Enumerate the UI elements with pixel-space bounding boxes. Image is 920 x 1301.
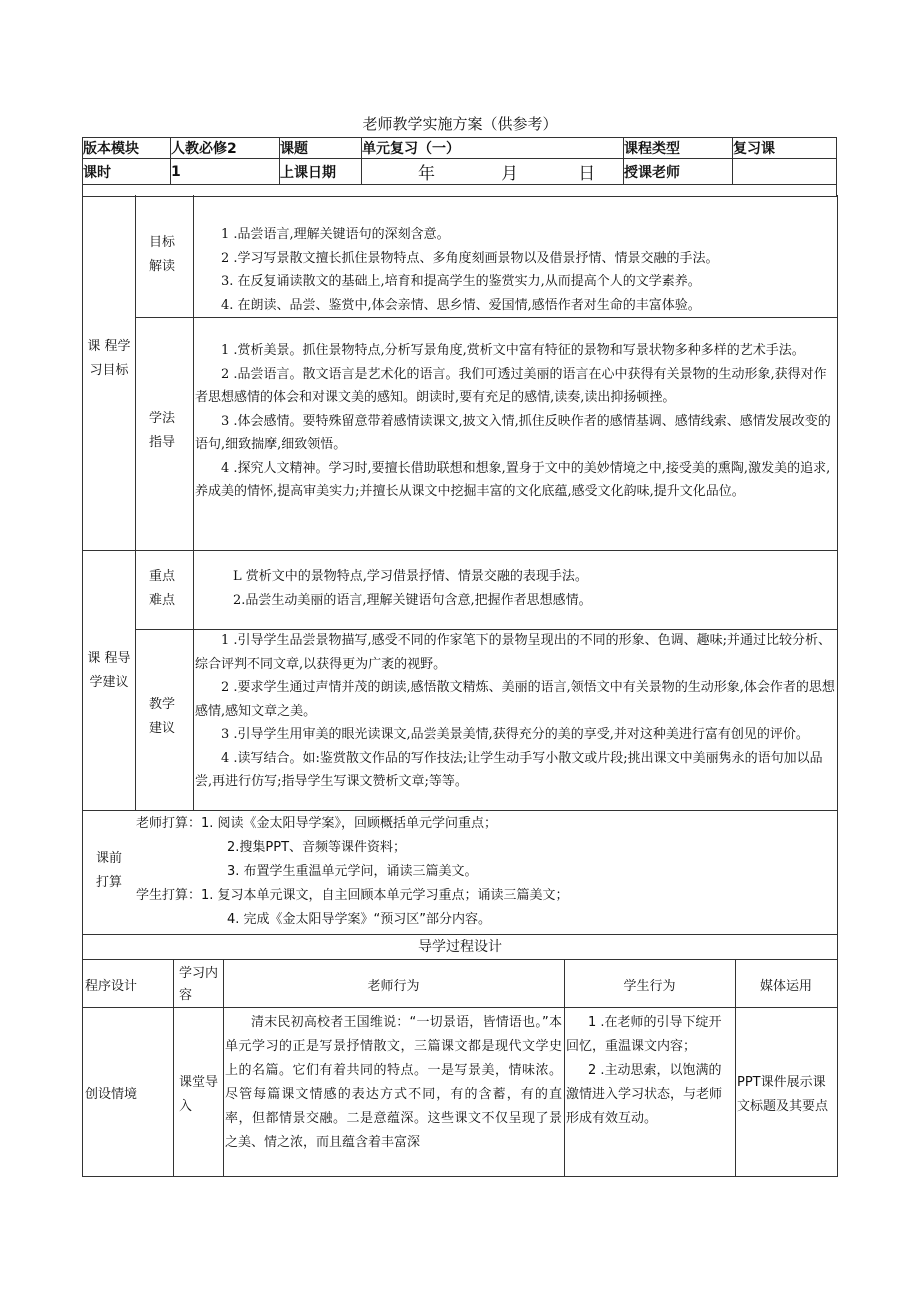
date-day: 日 — [578, 164, 596, 184]
date-value — [362, 159, 624, 185]
list-item: 1 .赏析美景。抓住景物特点,分析写景角度,赏析文中富有特征的景物和写景状物多种多样的艺术手法。 — [221, 343, 805, 358]
methods-label: 学法指导 — [149, 411, 176, 450]
list-item: 2 .学习写景散文擅长抓住景物特点、多角度刻画景物以及借景抒情、情景交融的手法。 — [221, 250, 719, 266]
col-teacher: 老师行为 — [367, 979, 420, 994]
list-item: 4. 完成《金太阳导学案》“预习区”部分内容。 — [227, 912, 492, 927]
hours-label: 课时 — [83, 159, 171, 185]
row-program: 创设情境 — [85, 1087, 138, 1102]
list-item: L 赏析文中的景物特点,学习借景抒情、情景交融的表现手法。 — [233, 569, 588, 584]
list-item: 3. 在反复诵读散文的基础上,培育和提高学生的鉴赏实力,从而提高个人的文学素养。 — [221, 274, 701, 289]
teacher-value — [733, 159, 837, 185]
prep-label: 课前打算 — [96, 851, 123, 890]
list-item: 2 .品尝语言。散文语言是艺术化的语言。我们可透过美丽的语言在心中获得有关景物的生动形象,获得对作者思想感情的体会和对课文美的感知。朗读时,要有充足的感情,读奏,读出抑扬顿挫。 — [195, 366, 827, 405]
col-media: 媒体运用 — [759, 979, 812, 994]
list-item: 3 .体会感情。要特殊留意带着感情读课文,披文入情,抓住反映作者的感情基调、感情线索、感情发展改变的语句,细致揣摩,细致领悟。 — [195, 413, 831, 452]
list-item: 1. 阅读《金太阳导学案》，回顾概括单元学问重点； — [201, 816, 498, 831]
list-item: 2.品尝生动美丽的语言,理解关键语句含意,把握作者思想感情。 — [233, 592, 592, 608]
process-title: 导学过程设计 — [418, 939, 502, 955]
key-points-label: 重点难点 — [149, 569, 176, 608]
list-item: 4. 在朗读、品尝、鉴赏中,体会亲情、思乡情、爱国情,感悟作者对生命的丰富体验。 — [221, 297, 701, 313]
suggestions-list — [195, 629, 835, 794]
list-item: 4 .探究人文精神。学习时,要擅长借助联想和想象,置身于文中的美妙情境之中,接受美的熏陶,激发美的追求,养成美的情怀,提高审美实力;并擅长从课文中挖掘丰富的文化底蕴,感受文化韵味,提升文化品位。 — [195, 460, 831, 499]
plan-body — [82, 195, 838, 935]
topic-label: 课题 — [280, 138, 362, 159]
methods-list — [195, 339, 835, 504]
goals-section-label: 课 程学习目标 — [87, 339, 131, 378]
objectives-label: 目标解读 — [149, 235, 176, 274]
list-item: 3. 布置学生重温单元学问，诵读三篇美文。 — [227, 864, 478, 879]
col-program: 程序设计 — [85, 979, 138, 994]
document-title: 老师教学实施方案（供参考） — [362, 115, 558, 133]
student-prep-label: 学生打算： — [136, 888, 202, 903]
hours-value: 1 — [171, 159, 280, 185]
list-item: 4 .读写结合。如:鉴赏散文作品的写作技法;让学生动手写小散文或片段;挑出课文中美丽隽永的语句加以品尝,再进行仿写;指导学生写课文赞析文章;等等。 — [195, 750, 823, 789]
col-content: 学习内容 — [179, 966, 219, 1003]
edition-label: 版本模块 — [83, 138, 171, 159]
list-item: 3 .引导学生用审美的眼光读课文,品尝美景美情,获得充分的美的享受,并对这种美进行富有创见的评价。 — [221, 727, 809, 742]
prep-content — [136, 812, 836, 932]
row-student-list — [566, 1011, 733, 1131]
list-item: 1 .引导学生品尝景物描写,感受不同的作家笔下的景物呈现出的不同的形象、色调、趣味;并通过比较分析、综合评判不同文章,以获得更为广袤的视野。 — [195, 633, 832, 672]
list-item: 1 .在老师的引导下绽开回忆，重温课文内容； — [566, 1015, 722, 1054]
col-student: 学生行为 — [623, 979, 676, 994]
list-item: 2 .要求学生通过声情并茂的朗读,感悟散文精炼、美丽的语言,领悟文中有关景物的生动形象,体会作者的思想感情,感知文章之美。 — [195, 680, 835, 719]
key-points-list — [195, 565, 835, 612]
list-item: 1 .品尝语言,理解关键语句的深刻含意。 — [221, 227, 450, 242]
row-media: PPT课件展示课文标题及其要点 — [737, 1075, 829, 1114]
course-type-value: 复习课 — [733, 138, 837, 159]
objectives-list — [195, 223, 835, 317]
teacher-prep-label: 老师打算： — [136, 816, 202, 831]
guidance-section-label: 课 程导学建议 — [87, 651, 131, 690]
suggestions-label: 教学建议 — [149, 697, 176, 736]
date-month: 月 — [501, 164, 519, 184]
date-label: 上课日期 — [280, 159, 362, 185]
date-year: 年 — [418, 164, 435, 184]
edition-value: 人教必修2 — [171, 138, 280, 159]
process-table — [82, 934, 838, 1177]
list-item: 1. 复习本单元课文，自主回顾本单元学习重点；诵读三篇美文； — [201, 888, 569, 903]
list-item: 2.搜集PPT、音频等课件资料； — [227, 840, 407, 855]
course-type-label: 课程类型 — [624, 138, 733, 159]
row-teacher-text: 清末民初高校者王国维说：“一切景语，皆情语也。”本单元学习的正是写景抒情散文，三篇课文都是现代文学史上的名篇。它们有着共同的特点。一是写景美，情味浓。尽管每篇课文情感的表达方式不同，有的含蓄，有的直率，但都情景交融。二是意蕴深。这些课文不仅呈现了景之美、情之浓，而且蕴含着丰富深 — [225, 1015, 562, 1150]
header-table — [82, 137, 837, 197]
topic-value: 单元复习（一） — [362, 138, 624, 159]
teacher-label: 授课老师 — [624, 159, 733, 185]
row-content: 课堂导入 — [179, 1075, 219, 1114]
list-item: 2 .主动思索，以饱满的激情进入学习状态，与老师形成有效互动。 — [566, 1063, 723, 1126]
